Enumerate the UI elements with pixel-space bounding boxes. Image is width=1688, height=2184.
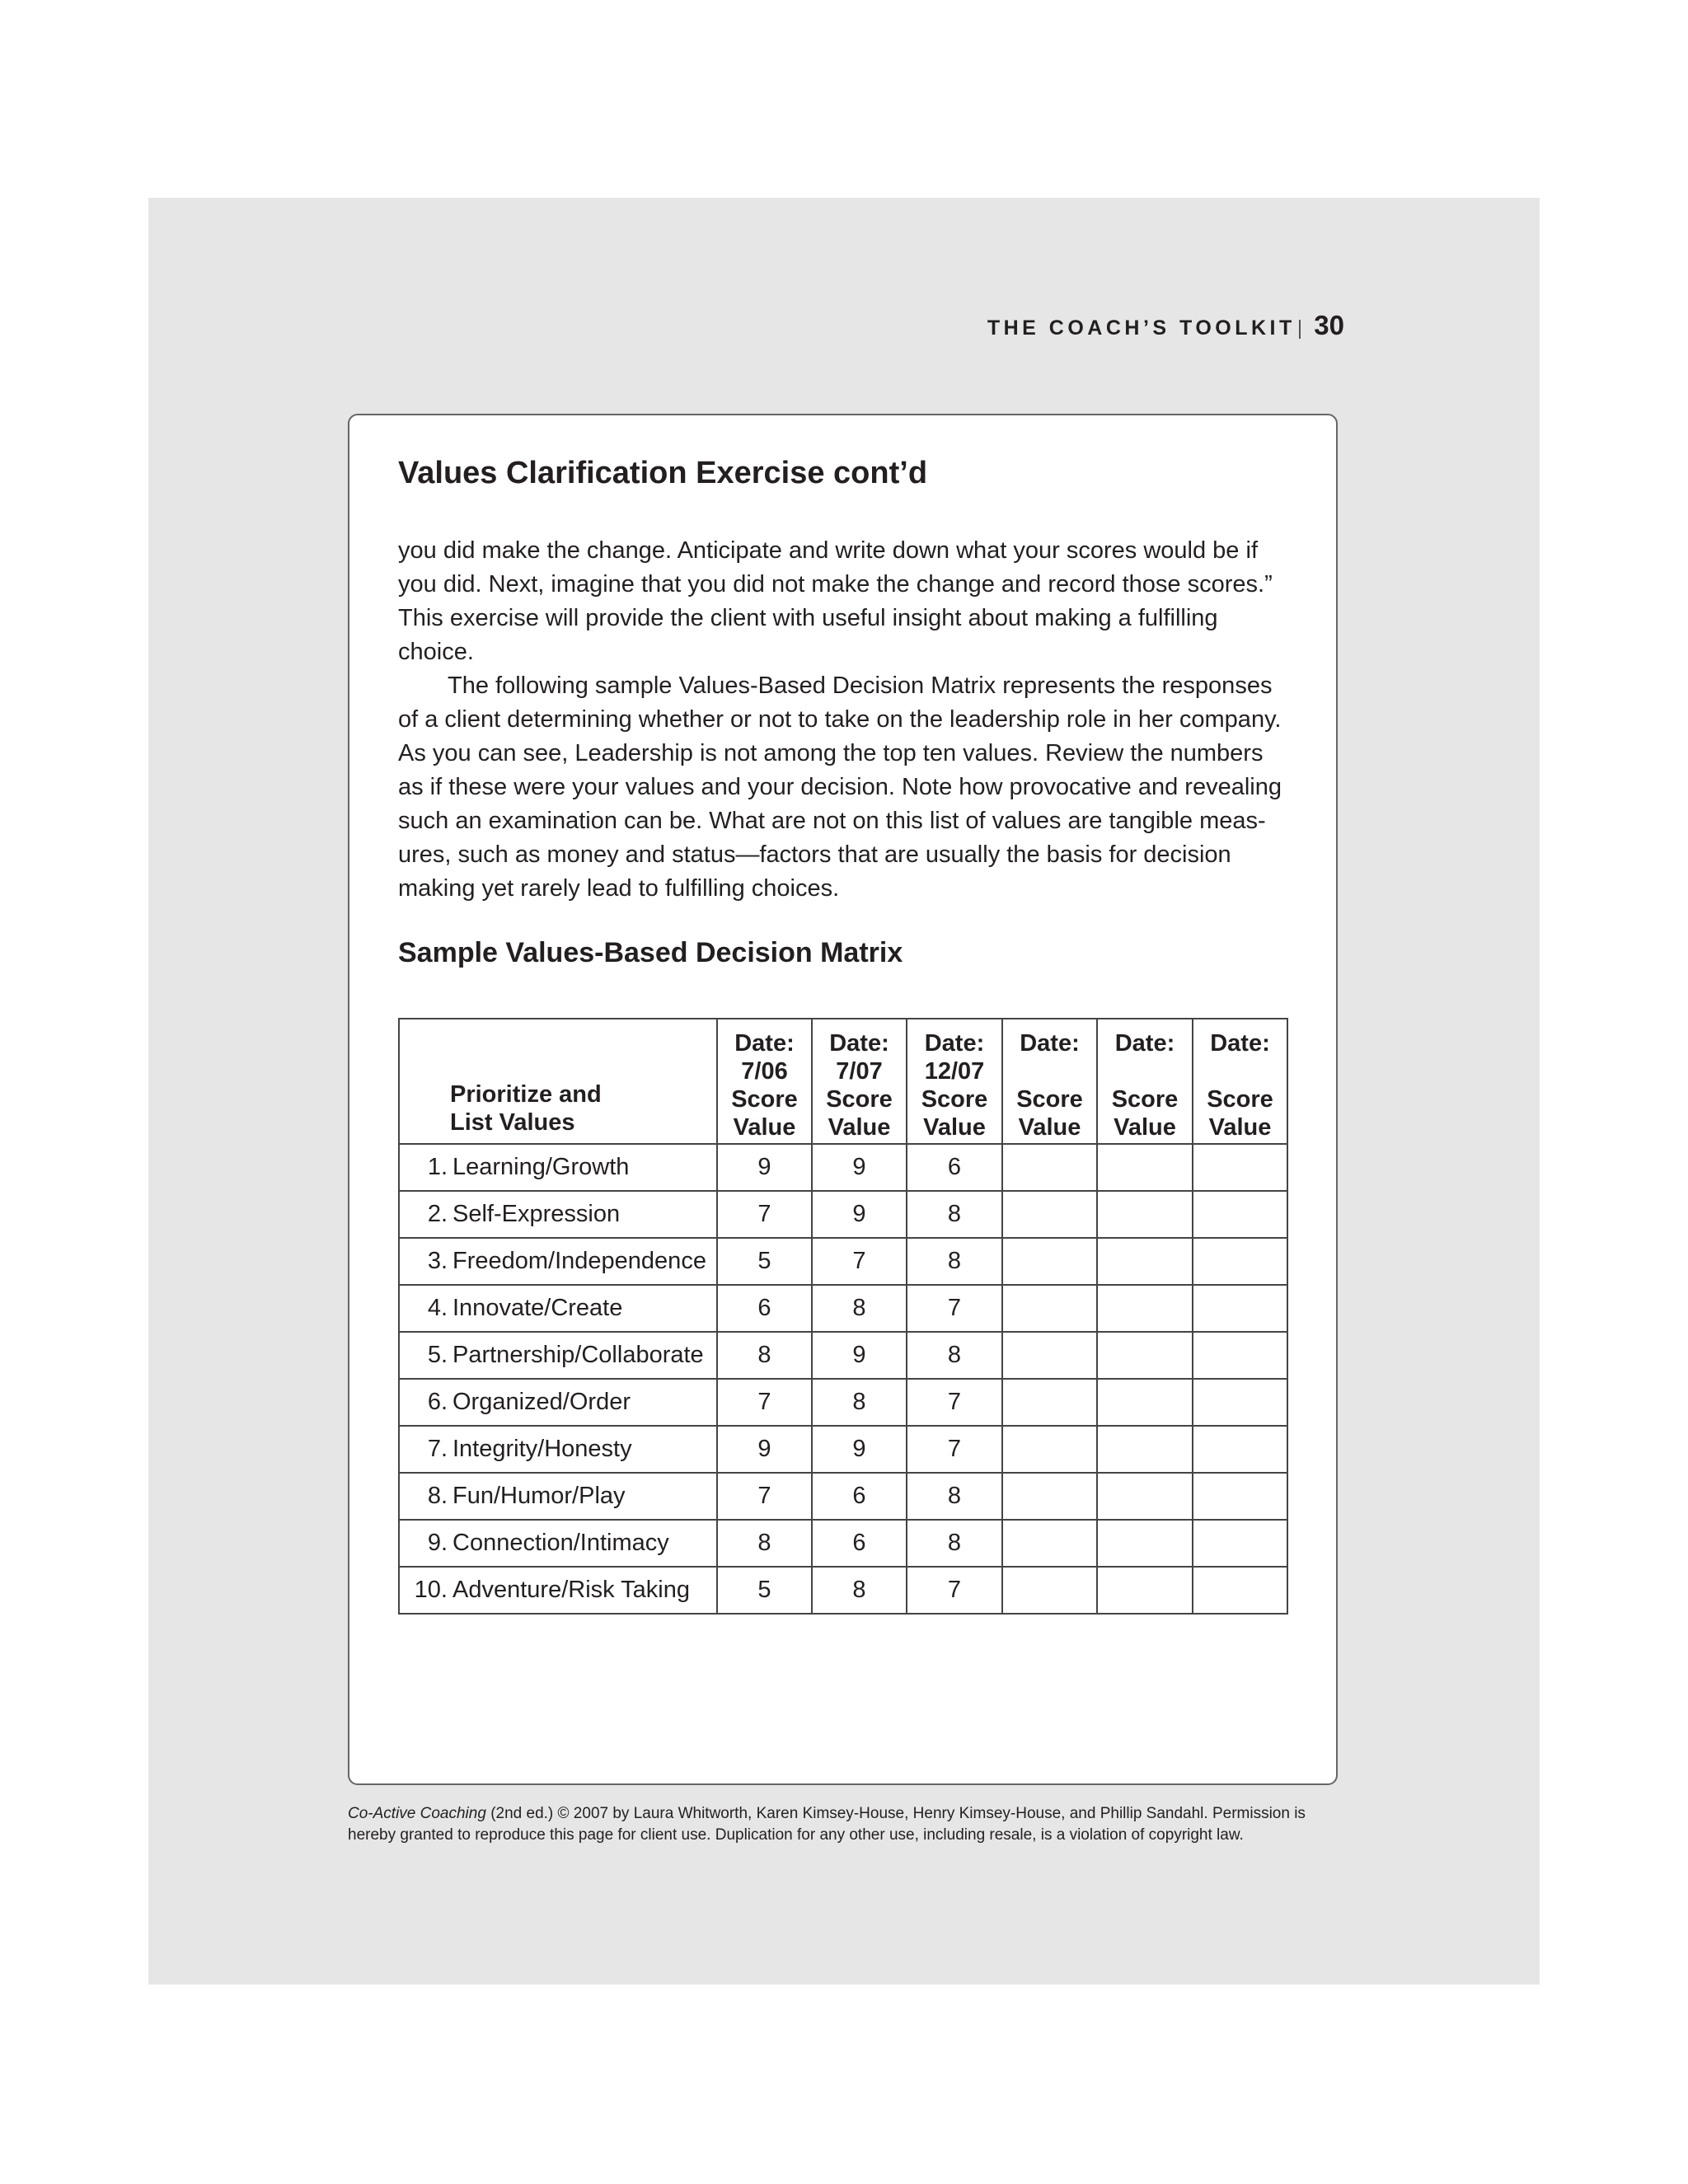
date-label: Date:: [1114, 1030, 1175, 1057]
date-column-header-2: [812, 1019, 907, 1144]
score-cell: [1193, 1473, 1287, 1520]
body-text: [398, 534, 1288, 906]
value-rank: 1.: [427, 1154, 448, 1180]
score-cell: 5: [717, 1567, 812, 1614]
decision-matrix-table: [398, 1018, 1288, 1615]
score-cell: [1097, 1426, 1193, 1473]
score-cell: [1097, 1285, 1193, 1332]
date-value: [1098, 1057, 1192, 1085]
score-cell: [1193, 1285, 1287, 1332]
value-name-cell: [399, 1426, 717, 1473]
score-cell: 8: [907, 1332, 1002, 1379]
value-name: Adventure/Risk Taking: [452, 1577, 691, 1603]
card-title: Values Clarification Exercise cont’d: [398, 456, 928, 490]
table-row: [399, 1191, 1287, 1238]
value-rank: 3.: [427, 1248, 448, 1274]
date-value: 12/07: [924, 1058, 985, 1085]
score-label: Score: [731, 1086, 798, 1113]
score-cell: 8: [907, 1238, 1002, 1285]
matrix-body: [399, 1144, 1287, 1614]
score-cell: 6: [812, 1473, 907, 1520]
score-label: Score: [1016, 1086, 1083, 1113]
score-cell: 9: [717, 1144, 812, 1191]
value-name: Organized/Order: [452, 1389, 631, 1415]
value-rank: 4.: [427, 1295, 448, 1321]
page-number: 30: [1314, 310, 1344, 340]
score-cell: 5: [717, 1238, 812, 1285]
value-rank: 10.: [414, 1577, 448, 1603]
score-cell: [1193, 1332, 1287, 1379]
score-cell: [1193, 1238, 1287, 1285]
value-rank: 6.: [427, 1389, 448, 1415]
date-label: Date:: [924, 1030, 985, 1057]
label-header-line-1: Prioritize and: [450, 1081, 602, 1108]
score-cell: 8: [812, 1379, 907, 1426]
matrix-title: Sample Values-Based Decision Matrix: [398, 937, 903, 968]
matrix-label-header: [399, 1019, 717, 1144]
score-cell: [1097, 1191, 1193, 1238]
score-cell: 6: [717, 1285, 812, 1332]
value-label: Value: [733, 1114, 796, 1141]
value-name: Connection/Intimacy: [452, 1530, 669, 1556]
score-cell: 7: [907, 1379, 1002, 1426]
footer-book-title: Co-Active Coaching: [348, 1805, 486, 1822]
score-cell: 8: [717, 1520, 812, 1567]
date-column-header-5: [1097, 1019, 1193, 1144]
score-cell: [1097, 1144, 1193, 1191]
value-name: Learning/Growth: [452, 1154, 630, 1180]
score-cell: [1097, 1379, 1193, 1426]
value-name-cell: [399, 1285, 717, 1332]
value-label: Value: [828, 1114, 891, 1141]
score-cell: [1193, 1144, 1287, 1191]
score-cell: [1097, 1520, 1193, 1567]
date-value: [1003, 1057, 1096, 1085]
score-cell: 7: [717, 1473, 812, 1520]
score-cell: 9: [812, 1191, 907, 1238]
score-cell: [1002, 1426, 1097, 1473]
score-cell: 7: [907, 1426, 1002, 1473]
value-name: Fun/Humor/Play: [452, 1483, 626, 1509]
score-label: Score: [1111, 1086, 1179, 1113]
body-paragraph-2: The following sample Values-Based Decision Matrix represents the responses of a client determining whether or not to take on the leadership role in her company. As you can see, Leadership is not among the top ten values. Review the numbers as if these were your values and your decision. Note how provocative and revealing such an examination can be. What are not on this list of values are tangible measures, such as money and status—factors that are usually the basis for decision making yet rarely lead to fulfilling choices.: [398, 673, 1282, 902]
table-row: [399, 1238, 1287, 1285]
value-rank: 2.: [427, 1201, 448, 1227]
date-column-header-3: [907, 1019, 1002, 1144]
score-cell: 8: [907, 1191, 1002, 1238]
table-row: [399, 1144, 1287, 1191]
score-cell: 9: [812, 1332, 907, 1379]
date-column-header-1: [717, 1019, 812, 1144]
value-rank: 9.: [427, 1530, 448, 1556]
value-name-cell: [399, 1332, 717, 1379]
score-cell: [1193, 1520, 1287, 1567]
value-name-cell: [399, 1473, 717, 1520]
score-cell: [1097, 1238, 1193, 1285]
date-label: Date:: [1210, 1030, 1270, 1057]
label-header-line-2: List Values: [450, 1109, 575, 1136]
table-row: [399, 1332, 1287, 1379]
score-cell: [1193, 1567, 1287, 1614]
table-row: [399, 1567, 1287, 1614]
running-head: [907, 310, 1344, 341]
score-label: Score: [1207, 1086, 1273, 1113]
value-label: Value: [923, 1114, 986, 1141]
value-name-cell: [399, 1379, 717, 1426]
table-row: [399, 1426, 1287, 1473]
score-cell: [1002, 1520, 1097, 1567]
date-label: Date:: [1020, 1030, 1080, 1057]
date-value: [1193, 1057, 1287, 1085]
value-label: Value: [1208, 1114, 1272, 1141]
value-name: Integrity/Honesty: [452, 1436, 632, 1462]
body-paragraph-1: you did make the change. Anticipate and write down what your scores would be if you did. Next, imagine that you did not make the change and record those scores.” This exercise will provide the client with useful insight about making a fulfilling choice.: [398, 537, 1273, 665]
score-cell: 9: [812, 1144, 907, 1191]
value-name-cell: [399, 1191, 717, 1238]
value-name: Freedom/Independence: [452, 1248, 706, 1274]
date-column-header-6: [1193, 1019, 1287, 1144]
score-cell: 8: [717, 1332, 812, 1379]
footer-text: (2nd ed.) © 2007 by Laura Whitworth, Karen Kimsey-House, Henry Kimsey-House, and Phillip Sandahl. Permission is hereby granted to reproduce this page for client use. Duplication for any other use, including resale, is a violation of copyright law.: [348, 1805, 1306, 1844]
date-label: Date:: [734, 1030, 795, 1057]
running-head-separator: |: [1296, 316, 1303, 340]
score-cell: 9: [717, 1426, 812, 1473]
date-value: 7/07: [836, 1058, 883, 1085]
score-cell: 7: [717, 1379, 812, 1426]
value-name: Self-Expression: [452, 1201, 621, 1227]
score-cell: [1002, 1379, 1097, 1426]
value-rank: 5.: [427, 1342, 448, 1368]
score-cell: [1097, 1332, 1193, 1379]
score-cell: [1002, 1473, 1097, 1520]
score-cell: 8: [907, 1473, 1002, 1520]
value-name-cell: [399, 1238, 717, 1285]
score-cell: [1193, 1426, 1287, 1473]
value-name: Innovate/Create: [452, 1295, 623, 1321]
value-rank: 7.: [427, 1436, 448, 1462]
value-name-cell: [399, 1144, 717, 1191]
score-label: Score: [826, 1086, 893, 1113]
value-label: Value: [1018, 1114, 1081, 1141]
score-cell: 8: [812, 1567, 907, 1614]
value-name-cell: [399, 1520, 717, 1567]
score-cell: 7: [907, 1285, 1002, 1332]
table-row: [399, 1473, 1287, 1520]
score-cell: 6: [907, 1144, 1002, 1191]
score-cell: [1002, 1285, 1097, 1332]
score-cell: 6: [812, 1520, 907, 1567]
score-cell: 8: [907, 1520, 1002, 1567]
score-cell: [1097, 1473, 1193, 1520]
score-cell: [1193, 1379, 1287, 1426]
table-row: [399, 1520, 1287, 1567]
score-cell: [1002, 1191, 1097, 1238]
date-label: Date:: [829, 1030, 889, 1057]
score-cell: 7: [717, 1191, 812, 1238]
date-column-header-4: [1002, 1019, 1097, 1144]
score-cell: [1002, 1332, 1097, 1379]
value-rank: 8.: [427, 1483, 448, 1509]
score-cell: 8: [812, 1285, 907, 1332]
running-head-title: THE COACH’S TOOLKIT: [987, 316, 1296, 340]
date-value: 7/06: [741, 1058, 788, 1085]
score-cell: [1002, 1144, 1097, 1191]
matrix-header-row: [399, 1019, 1287, 1144]
score-cell: [1097, 1567, 1193, 1614]
table-row: [399, 1379, 1287, 1426]
table-row: [399, 1285, 1287, 1332]
score-cell: 9: [812, 1426, 907, 1473]
score-label: Score: [921, 1086, 988, 1113]
value-name: Partnership/Collaborate: [452, 1342, 704, 1368]
score-cell: [1193, 1191, 1287, 1238]
score-cell: 7: [907, 1567, 1002, 1614]
value-label: Value: [1114, 1114, 1176, 1141]
copyright-footer: [348, 1803, 1345, 1846]
score-cell: [1002, 1238, 1097, 1285]
value-name-cell: [399, 1567, 717, 1614]
score-cell: [1002, 1567, 1097, 1614]
score-cell: 7: [812, 1238, 907, 1285]
